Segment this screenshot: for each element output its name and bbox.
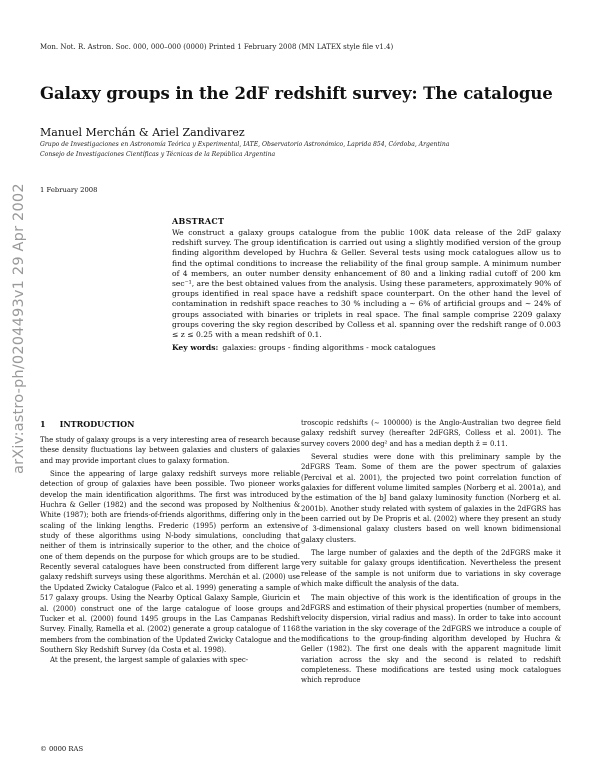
paragraph: The study of galaxy groups is a very interesting area of research because these density fluctuations lay between galaxies and clusters of galaxies and may provide important clues to galaxy formation. <box>40 436 300 465</box>
paragraph: The main objective of this work is the identification of groups in the 2dFGRS and estimation of their physical properties (number of members, velocity dispersion, virial radius and mass). In order to take into account the variation in the sky coverage of the 2dFGRS we introduce a couple of modifications to the group-finding algorithm developed by Huchra & Geller (1982). The first one deals with the apparent magnitude limit variation across the sky and the second is related to redshift completeness. These modifications are tested using mock catalogues which reproduce <box>301 593 561 685</box>
paragraph: troscopic redshifts (∼ 100000) is the Anglo-Australian two degree field galaxy redshift survey (hereafter 2dFGRS, Colless et al. 2001). The survey covers 2000 deg² and has a median depth z̄ = 0.11. <box>301 419 561 448</box>
paper-title: Galaxy groups in the 2dF redshift survey: The catalogue <box>40 84 553 103</box>
print-date: 1 February 2008 <box>40 186 98 194</box>
section-number: 1 <box>40 419 46 429</box>
affiliation-line-1: Grupo de Investigaciones en Astronomía Teórica y Experimental, IATE, Observatorio Astronómico, Laprida 854, Córdoba, Argentina <box>40 141 450 148</box>
section-title: INTRODUCTION <box>59 419 135 429</box>
paragraph: Several studies were done with this preliminary sample by the 2dFGRS Team. Some of them are the power spectrum of galaxies (Percival et al. 2001), the projected two point correlation function of galaxies for different volume limited samples (Norberg et al. 2001a), and the estimation of the bJ band galaxy luminosity function (Norberg et al. 2001b). Another study related with system of galaxies in the 2dFGRS has been carried out by De Propris et al. (2002) where they present an study of 3-dimensional galaxy clusters based on well known bidimensional galaxy clusters. <box>301 453 561 544</box>
section-heading <box>40 419 134 429</box>
authors: Manuel Merchán & Ariel Zandivarez <box>40 126 245 139</box>
abstract-heading: ABSTRACT <box>172 216 225 226</box>
abstract-text: We construct a galaxy groups catalogue from the public 100K data release of the 2dF galaxy redshift survey. The group identification is carried out using a slightly modified version of the group finding algorithm developed by Huchra & Geller. Several tests using mock catalogues allow us to find the optimal conditions to increase the reliability of the final group sample. A minimum number of 4 members, an outer number density enhancement of 80 and a linking radial cutoff of 200 km sec⁻¹, are the best obtained values from the analysis. Using these parameters, approximately 90% of groups identified in real space have a redshift space counterpart. On the other hand the level of contamination in redshift space reaches to 30 % including a ∼ 6% of artificial groups and ∼ 24% of groups associated with binaries or triplets in real space. The final sample comprise 2209 galaxy groups covering the sky region described by Colless et al. spanning over the redshift range of 0.003 ≤ z ≤ 0.25 with a mean redshift of 0.1. <box>172 228 561 340</box>
paragraph: Since the appearing of large galaxy redshift surveys more reliable detection of group of galaxies have been possible. Two pioneer works develop the main identification algorithms. The first was introduced by Huchra & Geller (1982) and the second was proposed by Nolthenius & White (1987); both are friends-of-friends algorithms, differing only in the scaling of the linking lengths. Frederic (1995) perform an extensive study of these algorithms using N-body simulations, concluding that neither of them is intrinsically superior to the other, and the choice of one of them depends on the purpose for which groups are to be studied. Recently several catalogues have been constructed from different large galaxy redshift surveys using these algorithms. Merchán et al. (2000) use the Updated Zwicky Catalogue (Falco et al. 1999) generating a sample of 517 galaxy groups. Using the Nearby Optical Galaxy Sample, Giuricin et al. (2000) construct one of the large catalogue of loose groups and Tucker et al. (2000) found 1495 groups in the Las Campanas Redshift Survey. Finally, Ramella et al. (2002) generate a group catalogue of 1168 members from the combination of the Updated Zwicky Catalogue and the Southern Sky Redshift Survey (da Costa et al. 1998). <box>40 470 300 654</box>
left-column <box>40 435 300 666</box>
copyright-footer: © 0000 RAS <box>40 745 84 753</box>
keywords-text: galaxies: groups - finding algorithms - mock catalogues <box>222 343 436 352</box>
paragraph: The large number of galaxies and the depth of the 2dFGRS make it very suitable for galaxy groups identification. Nevertheless the present release of the sample is not uniform due to variations in sky coverage which make difficult the analysis of the data. <box>301 549 561 589</box>
affiliation-line-2: Consejo de Investigaciones Científicas y Técnicas de la República Argentina <box>40 151 276 158</box>
paragraph: At the present, the largest sample of galaxies with spec- <box>50 656 249 665</box>
right-column <box>301 418 561 686</box>
keywords <box>172 343 436 352</box>
journal-header: Mon. Not. R. Astron. Soc. 000, 000–000 (0000) Printed 1 February 2008 (MN LATEX style file v1.4) <box>40 43 394 51</box>
keywords-label: Key words: <box>172 343 219 352</box>
arxiv-id: arXiv:astro-ph/0204493v1 29 Apr 2002 <box>11 183 27 474</box>
